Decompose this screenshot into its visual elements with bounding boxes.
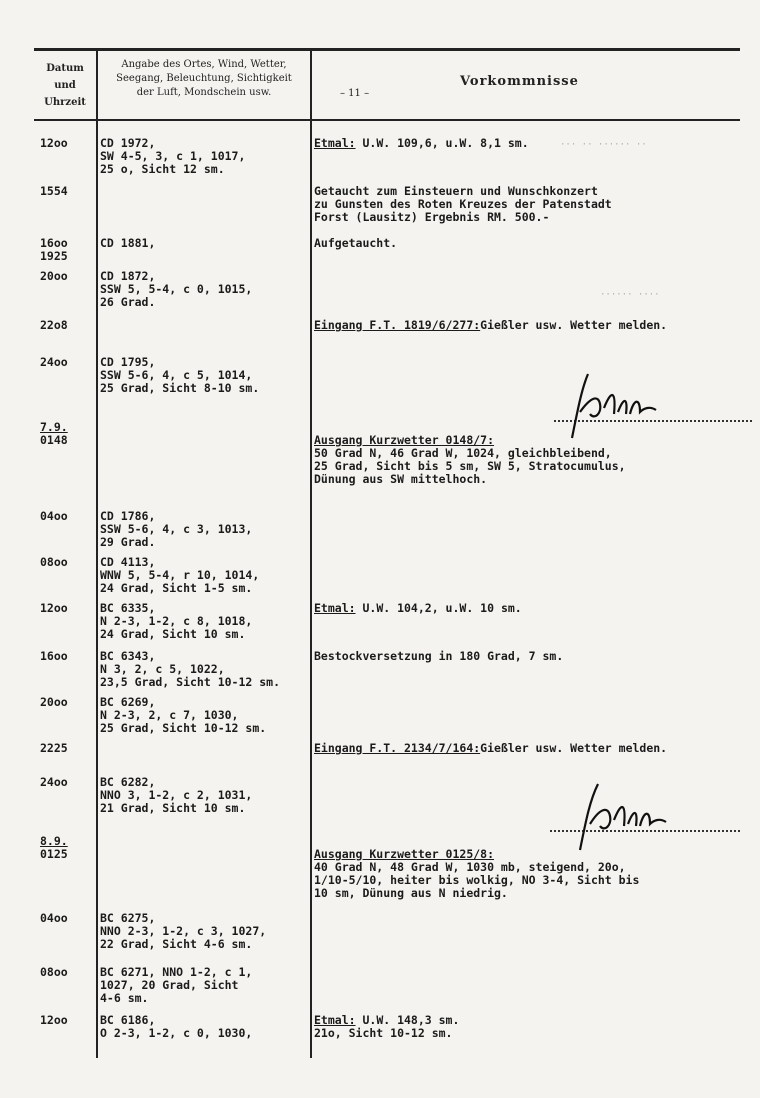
page-mark: – 11 – <box>340 88 370 99</box>
entry-event <box>314 434 744 486</box>
entry-event <box>314 137 744 150</box>
entry-event-text: Getaucht zum Einsteuern und Wunschkonzert zu Gunsten des Roten Kreuzes der Patenstadt Forst (Lausitz) Ergebnis RM. 500.- <box>314 184 612 224</box>
top-rule <box>34 48 740 51</box>
entry-event-text: Aufgetaucht. <box>314 236 398 250</box>
entry-time: 16oo 1925 <box>40 236 68 263</box>
entry-date: 8.9. <box>40 834 68 848</box>
entry-event-label: Etmal: <box>314 601 356 615</box>
entry-location-weather: CD 1786, SSW 5-6, 4, c 3, 1013, 29 Grad. <box>100 509 253 549</box>
entry-event <box>314 848 744 900</box>
bleed-through: ··· ·· ······ ·· <box>560 140 647 150</box>
entry-event-label: Eingang F.T. 2134/7/164: <box>314 741 481 755</box>
header-angabe-line: Angabe des Ortes, Wind, Wetter, <box>121 59 287 70</box>
entry-time: 20oo <box>40 695 68 709</box>
entry-time: 12oo <box>40 601 68 615</box>
entry-location-weather: BC 6282, NNO 3, 1-2, c 2, 1031, 21 Grad, Sicht 10 sm. <box>100 775 253 815</box>
entry-location-weather: BC 6335, N 2-3, 1-2, c 8, 1018, 24 Grad, Sicht 10 sm. <box>100 601 253 641</box>
entry-event-label: Eingang F.T. 1819/6/277: <box>314 318 481 332</box>
entry-time: 12oo <box>40 136 68 150</box>
entry-time: 04oo <box>40 509 68 523</box>
header-datum-line: und <box>54 80 76 91</box>
bleed-through: ······ ···· <box>600 290 660 300</box>
entry-time: 22o8 <box>40 318 68 332</box>
entry-location-weather: BC 6186, O 2-3, 1-2, c 0, 1030, <box>100 1013 253 1040</box>
entry-location-weather: BC 6275, NNO 2-3, 1-2, c 3, 1027, 22 Grad, Sicht 4-6 sm. <box>100 911 267 951</box>
entry-event-text: 40 Grad N, 48 Grad W, 1030 mb, steigend, 20o, 1/10-5/10, heiter bis wolkig, NO 3-4, Sicht bis 10 sm, Dünung aus N niedrig. <box>314 860 640 900</box>
entry-location-weather: BC 6271, NNO 1-2, c 1, 1027, 20 Grad, Sicht 4-6 sm. <box>100 965 253 1005</box>
entry-event <box>314 742 744 755</box>
entry-event <box>314 650 744 663</box>
entry-time: 12oo <box>40 1013 68 1027</box>
entry-location-weather: CD 1881, <box>100 236 156 250</box>
entry-event <box>314 602 744 615</box>
entry-time: 04oo <box>40 911 68 925</box>
entry-event-text: Bestockversetzung in 180 Grad, 7 sm. <box>314 649 564 663</box>
header-datum <box>36 60 94 111</box>
entry-time: 0125 <box>40 847 68 861</box>
entry-event-label: Ausgang Kurzwetter 0125/8: <box>314 847 495 861</box>
entry-event-text: U.W. 104,2, u.W. 10 sm. <box>355 601 522 615</box>
signature-2 <box>568 778 678 858</box>
entry-time: 08oo <box>40 965 68 979</box>
header-datum-line: Uhrzeit <box>44 97 86 108</box>
entry-time: 0148 <box>40 433 68 447</box>
column-divider-2 <box>310 50 312 1058</box>
entry-location-weather: CD 1872, SSW 5, 5-4, c 0, 1015, 26 Grad. <box>100 269 253 309</box>
entry-event-text: Gießler usw. Wetter melden. <box>480 318 668 332</box>
entry-event-text: Gießler usw. Wetter melden. <box>480 741 668 755</box>
entry-date: 7.9. <box>40 420 68 434</box>
entry-event <box>314 185 744 224</box>
entry-event-text: 50 Grad N, 46 Grad W, 1024, gleichbleibend, 25 Grad, Sicht bis 5 sm, SW 5, Stratocumulus, Dünung aus SW mittelhoch. <box>314 446 626 486</box>
entry-time: 1554 <box>40 184 68 198</box>
entry-time: 2225 <box>40 741 68 755</box>
entry-event <box>314 237 744 250</box>
entry-event-label: Etmal: <box>314 136 356 150</box>
entry-event-label: Etmal: <box>314 1013 356 1027</box>
entry-location-weather: CD 1972, SW 4-5, 3, c 1, 1017, 25 o, Sicht 12 sm. <box>100 136 246 176</box>
entry-event <box>314 319 744 332</box>
header-rule <box>34 119 740 121</box>
header-datum-line: Datum <box>46 63 84 74</box>
entry-location-weather: BC 6269, N 2-3, 2, c 7, 1030, 25 Grad, Sicht 10-12 sm. <box>100 695 267 735</box>
entry-event <box>314 1014 744 1040</box>
entry-location-weather: CD 1795, SSW 5-6, 4, c 5, 1014, 25 Grad, Sicht 8-10 sm. <box>100 355 260 395</box>
entry-event-text: U.W. 148,3 sm. 21o, Sicht 10-12 sm. <box>314 1013 460 1040</box>
entry-event-label: Ausgang Kurzwetter 0148/7: <box>314 433 495 447</box>
header-angabe <box>100 58 308 100</box>
entry-time: 20oo <box>40 269 68 283</box>
signature-1 <box>560 368 670 448</box>
entry-time: 24oo <box>40 355 68 369</box>
header-angabe-line: Seegang, Beleuchtung, Sichtigkeit <box>116 73 292 84</box>
header-angabe-line: der Luft, Mondschein usw. <box>136 87 272 98</box>
entry-location-weather: CD 4113, WNW 5, 5-4, r 10, 1014, 24 Grad, Sicht 1-5 sm. <box>100 555 260 595</box>
entry-time: 24oo <box>40 775 68 789</box>
column-divider-1 <box>96 50 98 1058</box>
entry-time: 08oo <box>40 555 68 569</box>
entry-event-text: U.W. 109,6, u.W. 8,1 sm. <box>355 136 529 150</box>
entry-time: 16oo <box>40 649 68 663</box>
header-vorkommnisse: Vorkommnisse <box>460 74 579 89</box>
entry-location-weather: BC 6343, N 3, 2, c 5, 1022, 23,5 Grad, Sicht 10-12 sm. <box>100 649 281 689</box>
